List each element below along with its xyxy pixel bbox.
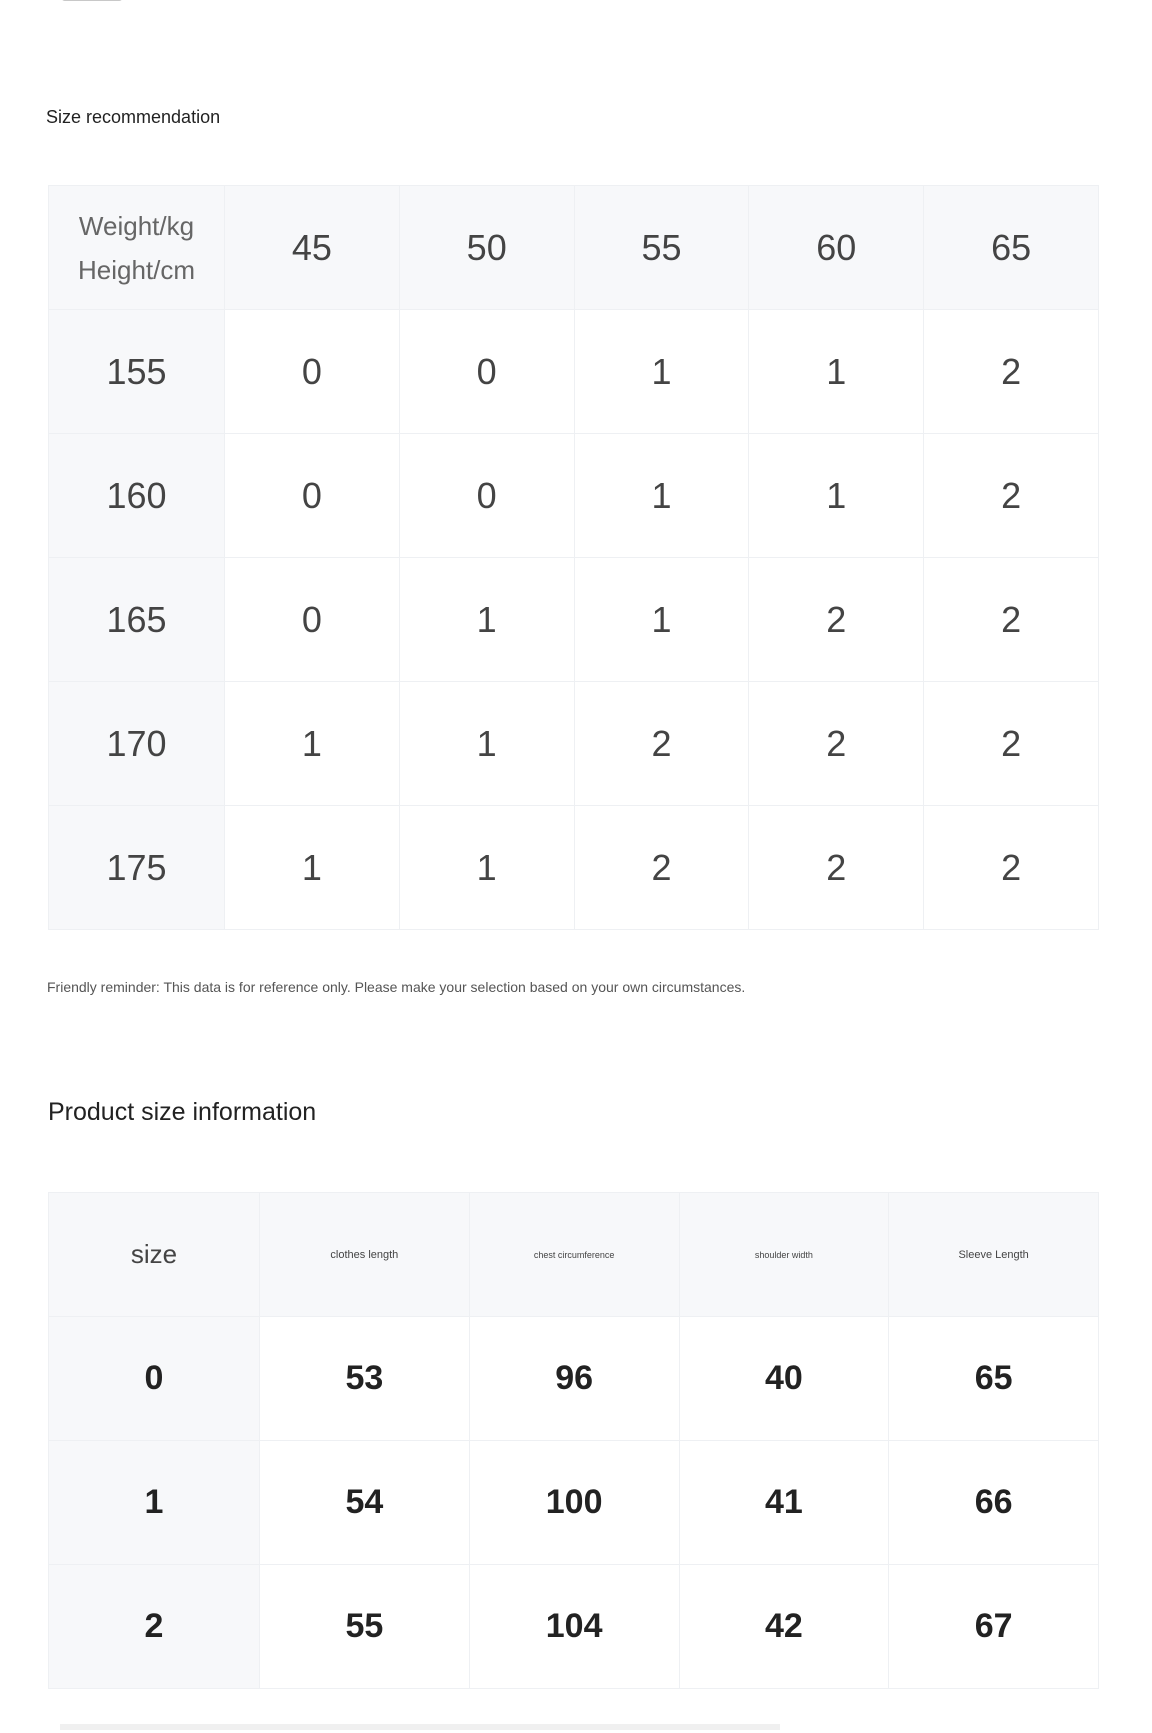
measurement-cell: 53 (260, 1317, 470, 1441)
measurement-cell: 65 (889, 1317, 1099, 1441)
weight-header: 50 (399, 186, 574, 310)
measurement-cell: 66 (889, 1441, 1099, 1565)
size-cell: 1 (574, 558, 749, 682)
size-cell: 0 (225, 310, 400, 434)
measurement-cell: 96 (469, 1317, 679, 1441)
measurement-cell: 55 (260, 1565, 470, 1689)
height-cell: 160 (49, 434, 225, 558)
table-row (49, 1565, 1099, 1689)
chest-circumference-header: chest circumference (469, 1193, 679, 1317)
size-cell: 1 (225, 806, 400, 930)
cropped-text-line (60, 1724, 780, 1730)
size-cell: 2 (574, 682, 749, 806)
size-cell: 2 (924, 558, 1099, 682)
table-row (49, 806, 1099, 930)
measurement-cell: 41 (679, 1441, 889, 1565)
weight-header: 45 (225, 186, 400, 310)
size-cell: 1 (574, 310, 749, 434)
weight-header: 60 (749, 186, 924, 310)
shoulder-width-header: shoulder width (679, 1193, 889, 1317)
height-cell: 170 (49, 682, 225, 806)
table-row (49, 310, 1099, 434)
height-cell: 175 (49, 806, 225, 930)
measurement-cell: 100 (469, 1441, 679, 1565)
size-cell: 1 (749, 310, 924, 434)
size-cell: 2 (749, 558, 924, 682)
size-cell: 2 (924, 806, 1099, 930)
size-label-cell: 0 (49, 1317, 260, 1441)
size-cell: 0 (399, 434, 574, 558)
size-cell: 2 (924, 434, 1099, 558)
weight-header: 55 (574, 186, 749, 310)
measurement-cell: 67 (889, 1565, 1099, 1689)
corner-header (49, 186, 225, 310)
size-cell: 1 (399, 558, 574, 682)
table-row (49, 434, 1099, 558)
product-size-table (48, 1192, 1099, 1689)
size-cell: 2 (924, 310, 1099, 434)
size-cell: 0 (225, 558, 400, 682)
size-cell: 2 (924, 682, 1099, 806)
height-cell: 165 (49, 558, 225, 682)
reference-reminder: Friendly reminder: This data is for reference only. Please make your selection based on your own circumstances. (47, 979, 746, 995)
sleeve-length-header: Sleeve Length (889, 1193, 1099, 1317)
size-cell: 1 (399, 806, 574, 930)
size-cell: 1 (574, 434, 749, 558)
size-cell: 0 (399, 310, 574, 434)
table-header-row (49, 186, 1099, 310)
size-cell: 0 (225, 434, 400, 558)
measurement-cell: 42 (679, 1565, 889, 1689)
clothes-length-header: clothes length (260, 1193, 470, 1317)
height-label: Height/cm (77, 254, 196, 285)
weight-label: Weight/kg (78, 210, 195, 241)
height-cell: 155 (49, 310, 225, 434)
size-recommendation-table (48, 185, 1099, 930)
size-cell: 2 (749, 682, 924, 806)
size-column-header: size (49, 1193, 260, 1317)
size-recommendation-title: Size recommendation (46, 107, 221, 127)
size-cell: 2 (749, 806, 924, 930)
table-row (49, 558, 1099, 682)
size-cell: 2 (574, 806, 749, 930)
product-size-title: Product size information (48, 1098, 317, 1126)
measurement-cell: 54 (260, 1441, 470, 1565)
size-label-cell: 2 (49, 1565, 260, 1689)
size-cell: 1 (399, 682, 574, 806)
measurement-cell: 40 (679, 1317, 889, 1441)
table-header-row (49, 1193, 1099, 1317)
table-row (49, 1441, 1099, 1565)
top-tab-indicator (62, 0, 122, 1)
table-row (49, 1317, 1099, 1441)
table-row (49, 682, 1099, 806)
size-label-cell: 1 (49, 1441, 260, 1565)
size-cell: 1 (749, 434, 924, 558)
measurement-cell: 104 (469, 1565, 679, 1689)
size-cell: 1 (225, 682, 400, 806)
weight-header: 65 (924, 186, 1099, 310)
